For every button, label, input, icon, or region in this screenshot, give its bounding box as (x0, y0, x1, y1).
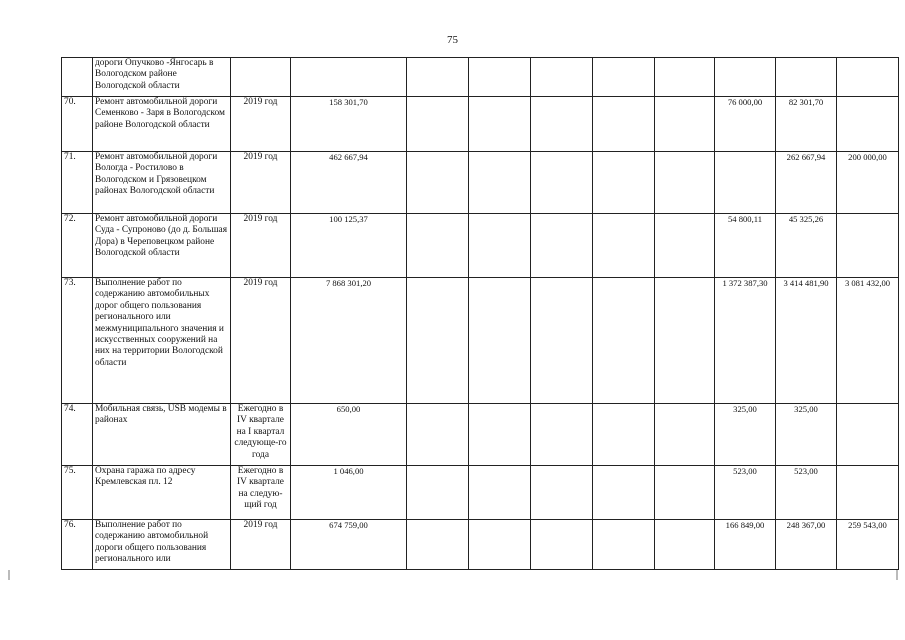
amount-2: 45 325,26 (776, 214, 837, 278)
total-amount: 7 868 301,20 (291, 278, 407, 404)
amount-3 (837, 214, 899, 278)
work-term: Ежегодно в IV квартале на I квартал следующе-го года (231, 404, 291, 466)
empty-cell (407, 520, 469, 570)
amount-2: 262 667,94 (776, 152, 837, 214)
table-row (62, 58, 899, 97)
total-amount (291, 58, 407, 97)
empty-cell (531, 152, 593, 214)
empty-cell (655, 278, 715, 404)
table-row (62, 466, 899, 520)
empty-cell (407, 152, 469, 214)
row-number: 73. (62, 278, 93, 404)
empty-cell (593, 466, 655, 520)
empty-cell (655, 520, 715, 570)
empty-cell (655, 97, 715, 152)
work-name: Ремонт автомобильной дороги Суда - Супроново (до д. Большая Дора) в Череповецком районе Вологодской области (93, 214, 231, 278)
row-number: 76. (62, 520, 93, 570)
empty-cell (469, 520, 531, 570)
empty-cell (407, 58, 469, 97)
total-amount: 650,00 (291, 404, 407, 466)
empty-cell (655, 214, 715, 278)
total-amount: 674 759,00 (291, 520, 407, 570)
empty-cell (655, 58, 715, 97)
empty-cell (407, 466, 469, 520)
total-amount: 100 125,37 (291, 214, 407, 278)
total-amount: 158 301,70 (291, 97, 407, 152)
empty-cell (407, 97, 469, 152)
empty-cell (407, 214, 469, 278)
work-term: 2019 год (231, 520, 291, 570)
table-row (62, 278, 899, 404)
amount-3 (837, 466, 899, 520)
amount-2 (776, 58, 837, 97)
amount-1: 325,00 (715, 404, 776, 466)
amount-3: 200 000,00 (837, 152, 899, 214)
empty-cell (593, 152, 655, 214)
empty-cell (531, 404, 593, 466)
empty-cell (469, 152, 531, 214)
empty-cell (469, 278, 531, 404)
amount-1 (715, 58, 776, 97)
work-name: Мобильная связь, USB модемы в районах (93, 404, 231, 466)
amount-1: 1 372 387,30 (715, 278, 776, 404)
budget-table (61, 57, 899, 570)
empty-cell (531, 520, 593, 570)
scan-mark (896, 570, 898, 580)
empty-cell (407, 404, 469, 466)
work-name: Охрана гаража по адресу Кремлевская пл. 12 (93, 466, 231, 520)
amount-3: 3 081 432,00 (837, 278, 899, 404)
empty-cell (531, 97, 593, 152)
empty-cell (469, 97, 531, 152)
amount-3 (837, 97, 899, 152)
amount-3 (837, 58, 899, 97)
empty-cell (469, 466, 531, 520)
empty-cell (531, 58, 593, 97)
work-name: Выполнение работ по содержанию автомобильной дороги общего пользования регионального или (93, 520, 231, 570)
work-name: дороги Опучково -Янгосарь в Вологодском районе Вологодской области (93, 58, 231, 97)
work-term: 2019 год (231, 214, 291, 278)
amount-3: 259 543,00 (837, 520, 899, 570)
row-number: 72. (62, 214, 93, 278)
row-number: 71. (62, 152, 93, 214)
empty-cell (469, 214, 531, 278)
scan-mark (8, 570, 10, 580)
work-term: Ежегодно в IV квартале на следую-щий год (231, 466, 291, 520)
table-row (62, 214, 899, 278)
work-name: Выполнение работ по содержанию автомобильных дорог общего пользования регионального или межмуниципального значения и искусственных сооружений на них на территории Вологодской области (93, 278, 231, 404)
row-number: 75. (62, 466, 93, 520)
amount-1: 523,00 (715, 466, 776, 520)
work-term: 2019 год (231, 278, 291, 404)
empty-cell (407, 278, 469, 404)
empty-cell (531, 278, 593, 404)
empty-cell (469, 58, 531, 97)
work-term: 2019 год (231, 97, 291, 152)
empty-cell (531, 214, 593, 278)
table-row (62, 520, 899, 570)
empty-cell (469, 404, 531, 466)
row-number: 70. (62, 97, 93, 152)
amount-3 (837, 404, 899, 466)
empty-cell (655, 466, 715, 520)
amount-1: 76 000,00 (715, 97, 776, 152)
amount-1: 166 849,00 (715, 520, 776, 570)
empty-cell (593, 58, 655, 97)
table-row (62, 97, 899, 152)
empty-cell (593, 97, 655, 152)
amount-1: 54 800,11 (715, 214, 776, 278)
empty-cell (655, 404, 715, 466)
empty-cell (531, 466, 593, 520)
table-row (62, 404, 899, 466)
work-term (231, 58, 291, 97)
amount-1 (715, 152, 776, 214)
empty-cell (655, 152, 715, 214)
row-number (62, 58, 93, 97)
amount-2: 523,00 (776, 466, 837, 520)
page-number: 75 (447, 34, 458, 46)
amount-2: 82 301,70 (776, 97, 837, 152)
table-row (62, 152, 899, 214)
empty-cell (593, 404, 655, 466)
amount-2: 3 414 481,90 (776, 278, 837, 404)
total-amount: 1 046,00 (291, 466, 407, 520)
amount-2: 248 367,00 (776, 520, 837, 570)
empty-cell (593, 278, 655, 404)
empty-cell (593, 214, 655, 278)
work-term: 2019 год (231, 152, 291, 214)
empty-cell (593, 520, 655, 570)
amount-2: 325,00 (776, 404, 837, 466)
work-name: Ремонт автомобильной дороги Семенково - Заря в Вологодском районе Вологодской области (93, 97, 231, 152)
total-amount: 462 667,94 (291, 152, 407, 214)
work-name: Ремонт автомобильной дороги Вологда - Ростилово в Вологодском и Грязовецком районах Вологодской области (93, 152, 231, 214)
row-number: 74. (62, 404, 93, 466)
